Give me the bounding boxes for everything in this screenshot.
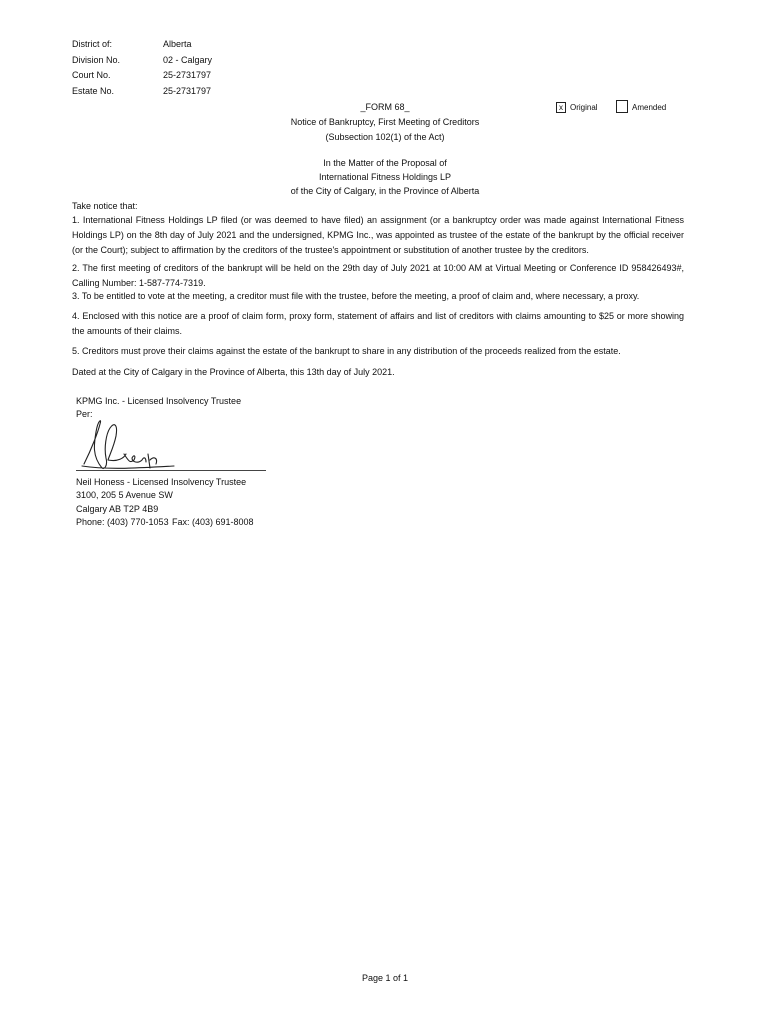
dated-line: Dated at the City of Calgary in the Province of Alberta, this 13th day of July 2021. [72,367,395,377]
page-number: Page 1 of 1 [361,973,409,983]
amended-label: Amended [632,103,667,112]
original-label: Original [570,103,598,112]
signature-image [78,414,198,474]
court-label: Court No. [72,70,111,80]
matter-line-1: In the Matter of the Proposal of [323,158,447,168]
division-label: Division No. [72,55,121,65]
division-value: 02 - Calgary [163,55,213,65]
phone-number: Phone: (403) 770-1053 [76,517,169,527]
form-subsection: (Subsection 102(1) of the Act) [325,132,445,142]
paragraph-3: 3. To be entitled to vote at the meeting, a creditor must file with the trustee, before the meeting, a proof of claim and, where necessary, a proxy. [72,291,640,301]
per-label: Per: [76,409,93,419]
estate-label: Estate No. [72,86,115,96]
paragraph-1: 1. International Fitness Holdings LP filed (or was deemed to have filed) an assignment (or a bankruptcy order was made against International Fitness Holdings LP) on the 8th day of July 2021 and the undersigned, KPMG Inc., was appointed as trustee of the estate of the bankrupt by the official receiver (or the Court); subject to affirmation by the creditors of the trustee's appointment or substitution of another trustee by the creditors. [72,215,684,255]
fax-number: Fax: (403) 691-8008 [172,517,254,527]
original-checkbox[interactable]: x [556,102,566,113]
district-value: Alberta [163,39,192,49]
form-title: Notice of Bankruptcy, First Meeting of Creditors [290,117,480,127]
paragraph-5: 5. Creditors must prove their claims against the estate of the bankrupt to share in any distribution of the proceeds realized from the estate. [72,346,621,356]
address-line-1: 3100, 205 5 Avenue SW [76,490,173,500]
form-number: _FORM 68_ [360,102,410,112]
amended-checkbox[interactable] [616,100,628,113]
intro-text: Take notice that: [72,201,138,211]
signature-line [76,470,266,471]
estate-value: 25-2731797 [163,86,212,96]
court-value: 25-2731797 [163,70,212,80]
paragraph-4: 4. Enclosed with this notice are a proof of claim form, proxy form, statement of affairs and list of creditors with claims amounting to $25 or more showing the amounts of their claims. [72,311,684,336]
firm-name: KPMG Inc. - Licensed Insolvency Trustee [76,396,242,406]
paragraph-2: 2. The first meeting of creditors of the bankrupt will be held on the 29th day of July 2021 at 10:00 AM at Virtual Meeting or Conference ID 958426493#, Calling Number: 1-587-774-7319. [72,263,684,288]
matter-line-2: International Fitness Holdings LP [318,172,452,182]
district-label: District of: [72,39,113,49]
trustee-name: Neil Honess - Licensed Insolvency Trustee [76,477,247,487]
address-line-2: Calgary AB T2P 4B9 [76,504,159,514]
matter-line-3: of the City of Calgary, in the Province of Alberta [290,186,480,196]
